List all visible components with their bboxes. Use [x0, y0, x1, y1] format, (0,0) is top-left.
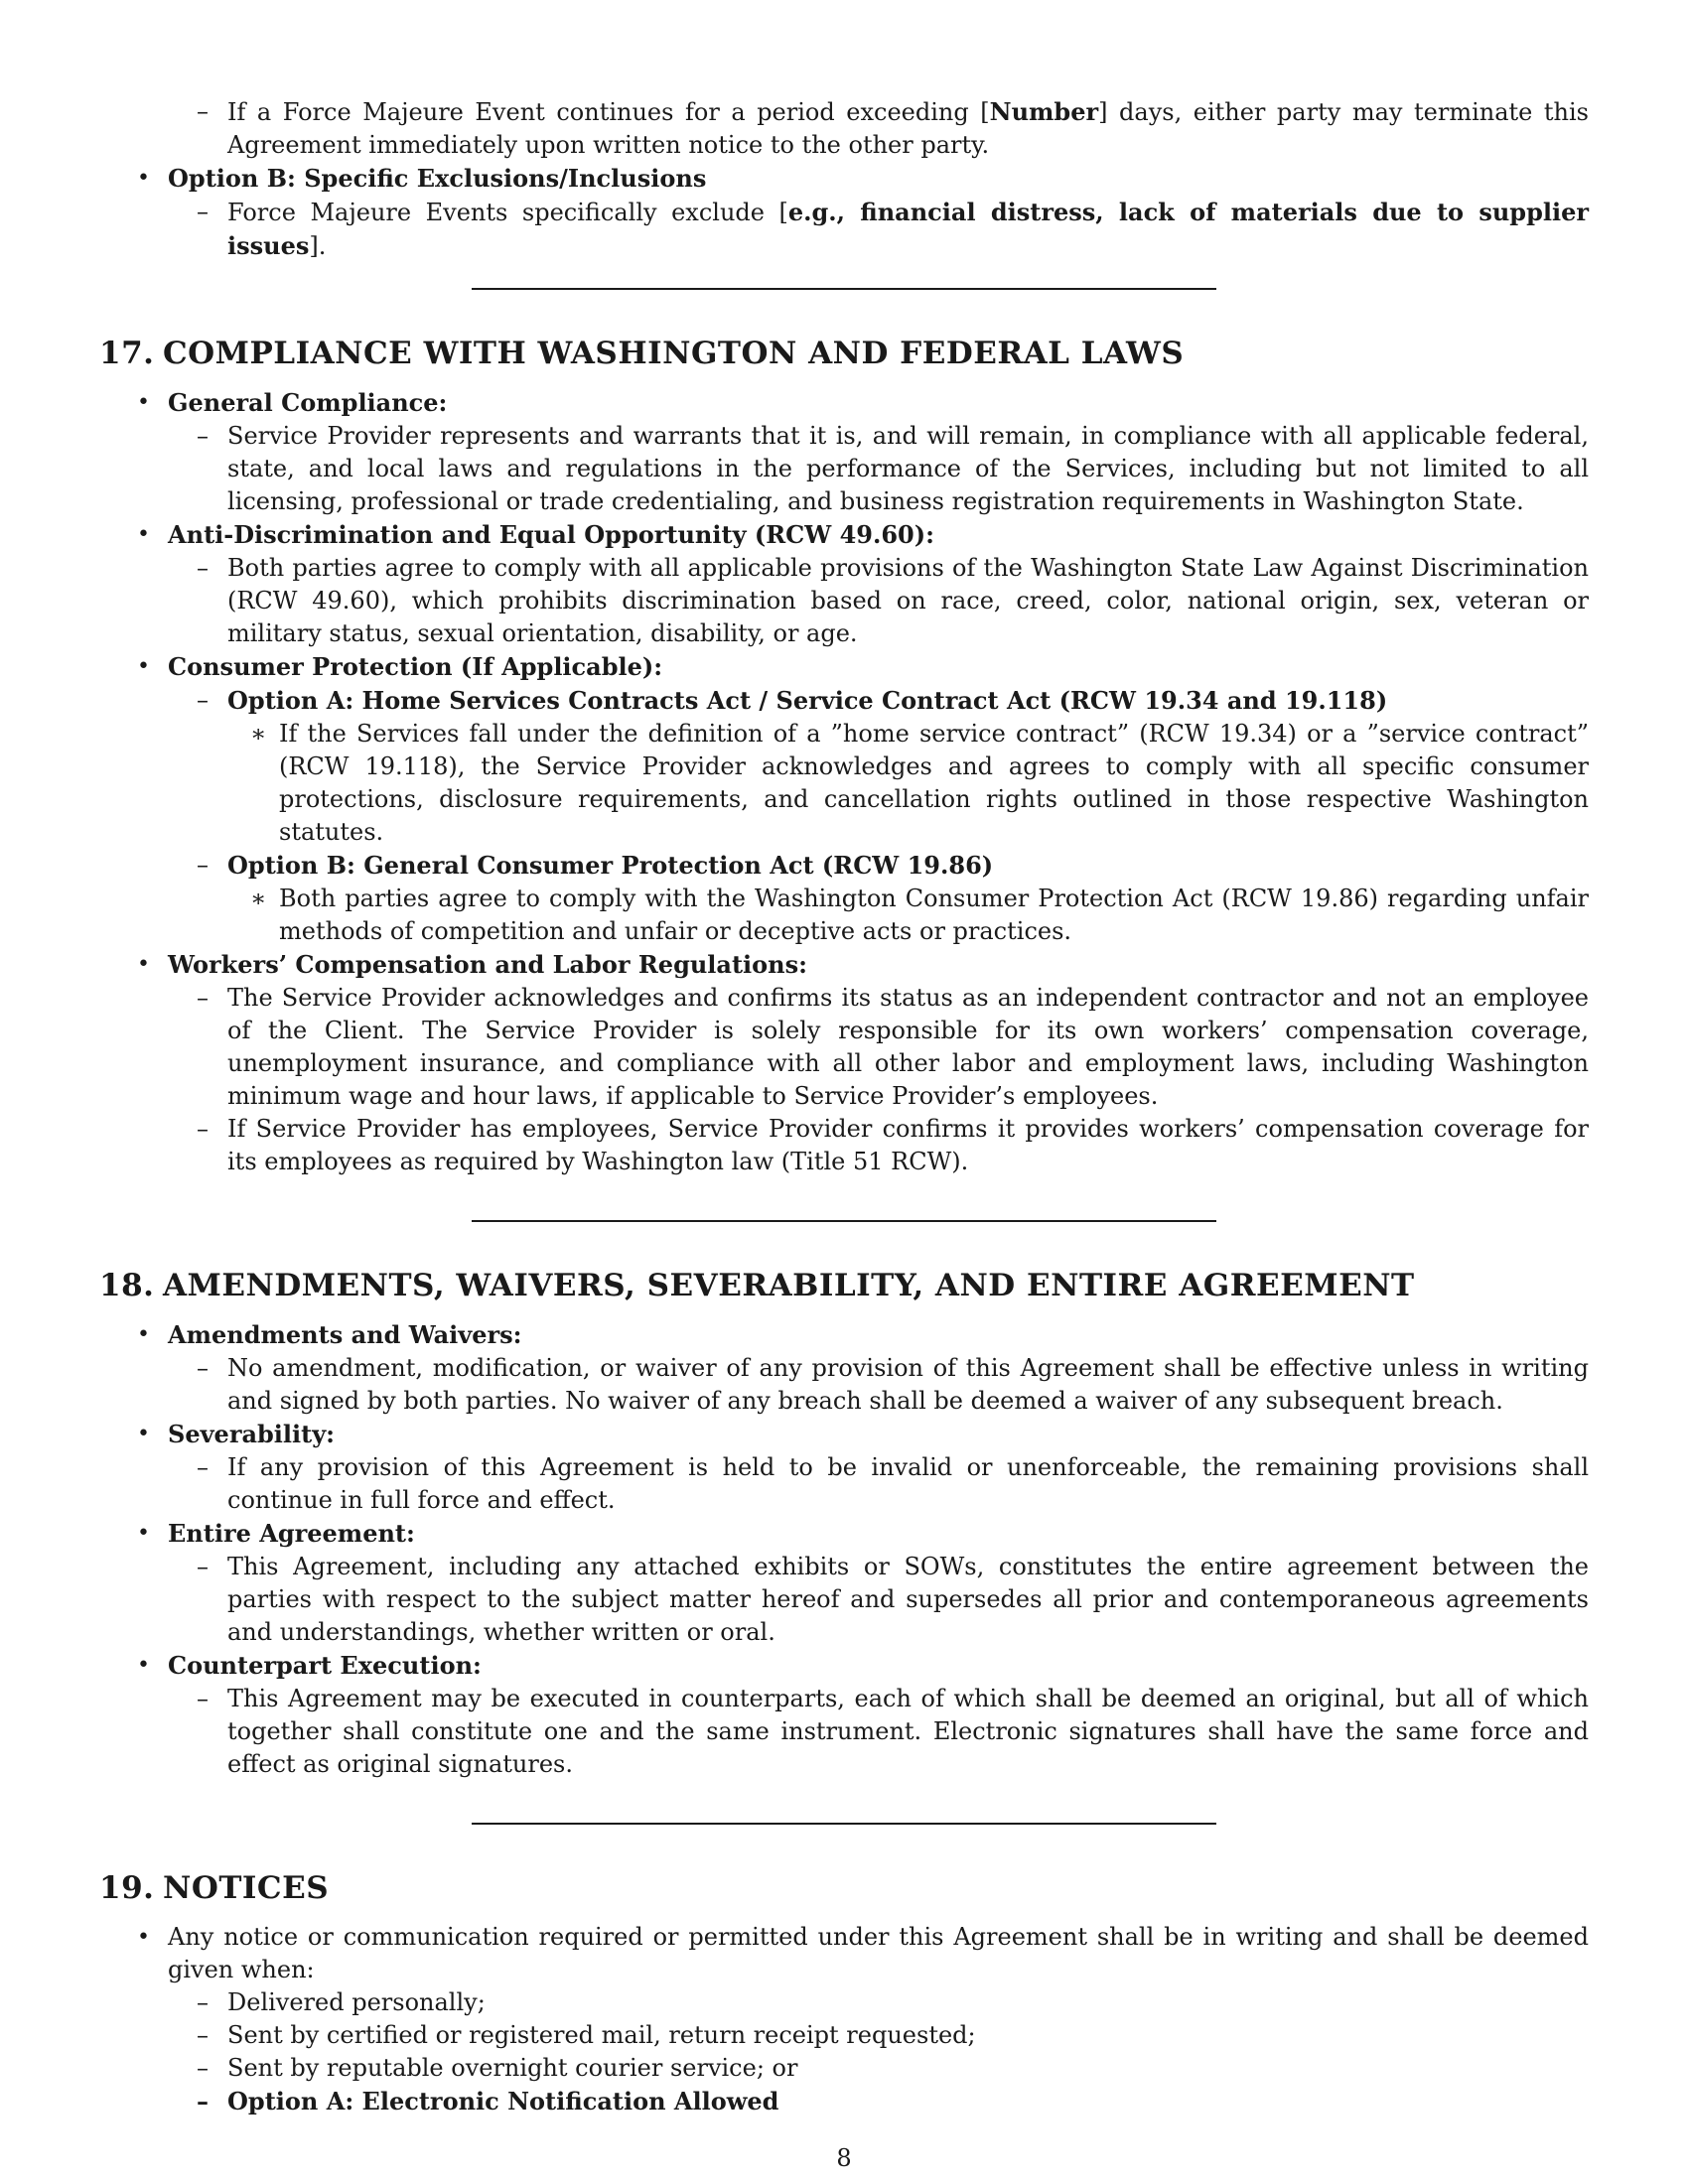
section-19-body — [99, 1921, 1589, 2118]
asterisk-marker: ∗ — [250, 885, 267, 912]
list-item: • Amendments and Waivers: — [137, 1320, 522, 1349]
bullet-marker: • — [137, 166, 150, 191]
list-item: – If Service Provider has employees, Service Provider confirms it provides workers’ compensation coverage for its employees as required by Washington law (Title 51 RCW). — [197, 1115, 1589, 1175]
bullet-marker: • — [137, 1422, 150, 1446]
bullet-marker: • — [137, 390, 150, 415]
fm-continue-item: – If a Force Majeure Event continues for a period exceeding [Number] days, either party may terminate this Agreement immediately upon written notice to the other party. — [197, 97, 1590, 159]
dash-marker: – — [197, 1988, 209, 2016]
list-item: • Consumer Protection (If Applicable): — [137, 652, 663, 681]
dash-marker: – — [197, 554, 209, 582]
bullet-marker: • — [137, 952, 150, 977]
list-item: – Option A: Home Services Contracts Act / Service Contract Act (RCW 19.34 and 19.118) — [197, 686, 1388, 715]
dash-marker: – — [197, 984, 209, 1012]
list-item: • Workers’ Compensation and Labor Regulations: — [137, 950, 807, 979]
list-item: • Counterpart Execution: — [137, 1651, 482, 1680]
list-item: • Anti-Discrimination and Equal Opportunity (RCW 49.60): — [137, 520, 934, 549]
list-item: • General Compliance: — [137, 388, 448, 417]
list-item: • Severability: — [137, 1420, 336, 1448]
dash-marker: – — [197, 2054, 209, 2082]
list-item: ∗ If the Services fall under the definition of a ”home service contract” (RCW 19.34) or a ”service contract” (RCW 19.118), the Service Provider acknowledges and agrees to comply with all specific consumer protections, disclosure requirements, and cancellation rights outlined in those respective Washington statutes. — [250, 720, 1589, 846]
option-b-exclusions-label: Option B: Specific Exclusions/Inclusions — [168, 164, 707, 193]
dash-marker: – — [197, 1115, 209, 1143]
dash-marker: – — [197, 1685, 209, 1712]
dash-marker: – — [197, 686, 209, 714]
bullet-marker: • — [137, 522, 150, 547]
section-17-heading: 17. COMPLIANCE WITH WASHINGTON AND FEDERAL LAWS — [99, 336, 1185, 371]
section-divider — [472, 1220, 1216, 1222]
list-item: – Service Provider represents and warrants that it is, and will remain, in compliance with all applicable federal, state, and local laws and regulations in the performance of the Services, including but not limited to all licensing, professional or trade credentialing, and business registration requirements in Washington State. — [197, 422, 1589, 515]
dash-marker: – — [197, 198, 209, 225]
section-divider — [472, 288, 1216, 290]
dash-marker: – — [197, 1354, 209, 1382]
page-number: 8 — [836, 2144, 852, 2172]
list-item: • Entire Agreement: — [137, 1519, 415, 1548]
asterisk-marker: ∗ — [250, 720, 267, 748]
section-17-body — [99, 386, 1589, 1178]
bullet-marker: • — [137, 1925, 150, 1950]
section-19-heading: 19. NOTICES — [99, 1870, 330, 1906]
list-item: – Delivered personally; — [99, 1986, 1589, 2019]
dash-marker: – — [197, 1553, 209, 1580]
dash-marker: – — [197, 851, 209, 879]
bullet-marker: • — [137, 1322, 150, 1347]
section-divider — [472, 1823, 1216, 1825]
section-18-heading: 18. AMENDMENTS, WAIVERS, SEVERABILITY, AND ENTIRE AGREEMENT — [99, 1268, 1415, 1303]
list-item: – Sent by certified or registered mail, return receipt requested; — [99, 2019, 1589, 2052]
list-item: – Sent by reputable overnight courier service; or — [99, 2052, 1589, 2085]
bullet-marker: • — [137, 1653, 150, 1678]
list-item: ∗ Both parties agree to comply with the Washington Consumer Protection Act (RCW 19.86) regarding unfair methods of competition and unfair or deceptive acts or practices. — [250, 885, 1589, 945]
list-item: – The Service Provider acknowledges and confirms its status as an independent contractor and not an employee of the Client. The Service Provider is solely responsible for its own workers’ compensation coverage, unemployment insurance, and compliance with all other labor and employment laws, including Washington minimum wage and hour laws, if applicable to Service Provider’s employees. — [197, 984, 1589, 1110]
dash-marker: – — [197, 422, 209, 450]
bullet-marker: • — [137, 1521, 150, 1546]
bullet-marker: • — [137, 654, 150, 679]
list-item: – If any provision of this Agreement is held to be invalid or unenforceable, the remaining provisions shall continue in full force and effect. — [197, 1453, 1589, 1514]
option-b-exclusions-item — [99, 162, 1589, 196]
list-item: – This Agreement may be executed in counterparts, each of which shall be deemed an original, but all of which together shall constitute one and the same instrument. Electronic signatures shall have the same force and effect as original signatures. — [197, 1685, 1589, 1778]
list-item: – No amendment, modification, or waiver of any provision of this Agreement shall be effective unless in writing and signed by both parties. No waiver of any breach shall be deemed a waiver of any subsequent breach. — [197, 1354, 1589, 1415]
list-item: – Option B: General Consumer Protection Act (RCW 19.86) — [197, 851, 994, 880]
dash-marker: – — [197, 2021, 209, 2049]
list-item: • Any notice or communication required or permitted under this Agreement shall be in writing and shall be deemed given when: — [137, 1923, 1589, 1983]
fm-exclude-item: – Force Majeure Events specifically exclude [e.g., financial distress, lack of materials due to supplier issues]. — [197, 198, 1589, 260]
dash-marker: – — [197, 2087, 209, 2116]
list-item: – Both parties agree to comply with all applicable provisions of the Washington State Law Against Discrimination (RCW 49.60), which prohibits discrimination based on race, creed, color, national origin, sex, veteran or military status, sexual orientation, disability, or age. — [197, 554, 1589, 647]
list-item: – Option A: Electronic Notification Allowed — [99, 2085, 1589, 2118]
page-content — [99, 95, 1589, 2118]
section-18-body — [99, 1318, 1589, 1781]
list-item: – This Agreement, including any attached exhibits or SOWs, constitutes the entire agreement between the parties with respect to the subject matter hereof and supersedes all prior and contemporaneous agreements and understandings, whether written or oral. — [197, 1553, 1589, 1646]
dash-marker: – — [197, 97, 209, 125]
dash-marker: – — [197, 1453, 209, 1481]
